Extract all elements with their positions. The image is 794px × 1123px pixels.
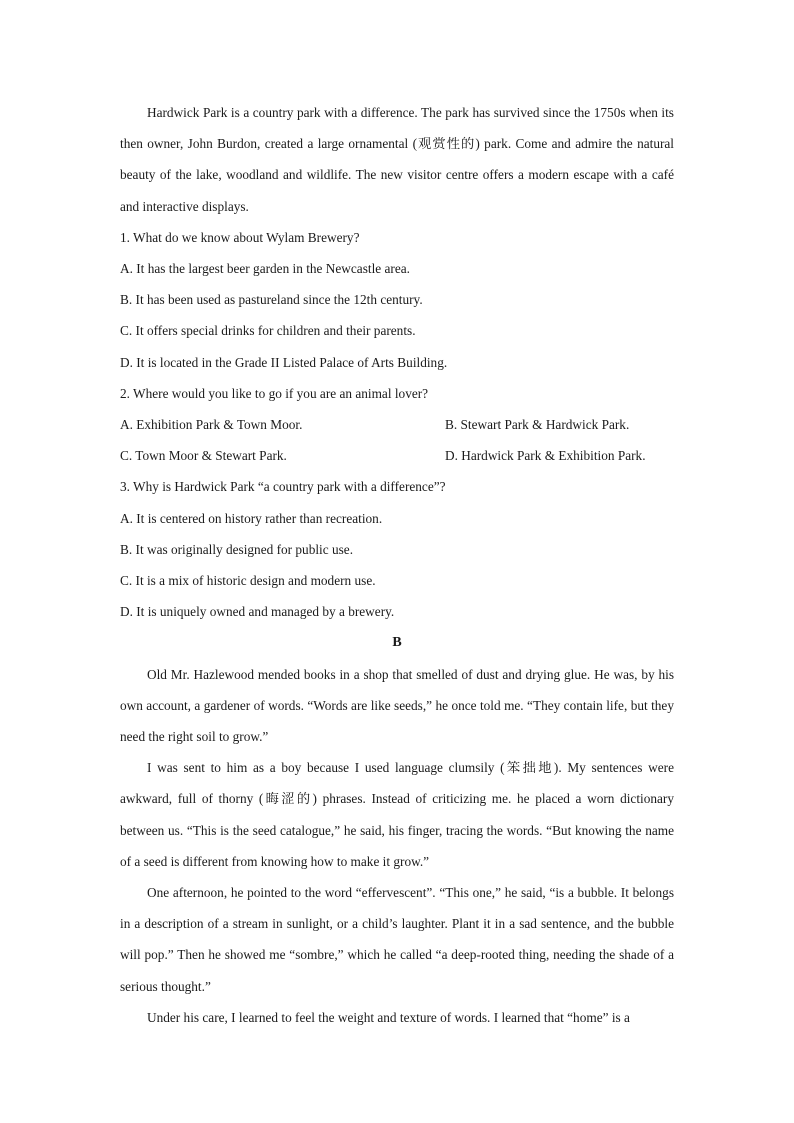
question-stem: 1. What do we know about Wylam Brewery? <box>120 229 360 245</box>
question-stem: 3. Why is Hardwick Park “a country park with a difference”? <box>120 479 446 495</box>
option-a: A. Exhibition Park & Town Moor. <box>120 417 303 433</box>
option-b: B. Stewart Park & Hardwick Park. <box>445 417 630 433</box>
section-heading-b: B <box>392 635 402 651</box>
option-d: D. It is uniquely owned and managed by a brewery. <box>120 604 395 620</box>
option-d: D. It is located in the Grade II Listed Palace of Arts Building. <box>120 354 448 370</box>
passage-b-paragraph: I was sent to him as a boy because I used language clumsily (笨拙地). My sentences were awkward, full of thorny (晦涩的) phrases. Instead of criticizing me. he placed a worn dictionary between us. “This is the seed catalogue,” he said, his finger, tracing the words. “But knowing the name of a seed is different from knowing how to make it grow.” <box>120 760 674 869</box>
passage-a-intro: Hardwick Park is a country park with a difference. The park has survived since the 1750s when its then owner, John Burdon, created a large ornamental (观赏性的) park. Come and admire the natural beauty of the lake, woodland and wildlife. The new visitor centre offers a modern escape with a café and interactive displays. <box>120 105 674 214</box>
option-d: D. Hardwick Park & Exhibition Park. <box>445 448 646 464</box>
question-2 <box>120 378 674 472</box>
question-1 <box>120 222 674 378</box>
question-3 <box>120 471 674 627</box>
passage-b-paragraph: Under his care, I learned to feel the weight and texture of words. I learned that “home” is a <box>147 1009 630 1025</box>
document-page <box>120 97 674 1033</box>
option-b: B. It has been used as pastureland since the 12th century. <box>120 292 423 308</box>
options-row-1 <box>120 409 674 440</box>
passage-b-paragraph: Old Mr. Hazlewood mended books in a shop that smelled of dust and drying glue. He was, by his own account, a gardener of words. “Words are like seeds,” he once told me. “They contain life, but they need the right soil to grow.” <box>120 666 674 745</box>
option-c: C. Town Moor & Stewart Park. <box>120 448 287 464</box>
option-a: A. It has the largest beer garden in the Newcastle area. <box>120 261 410 277</box>
options-row-2 <box>120 440 674 471</box>
option-b: B. It was originally designed for public use. <box>120 541 354 557</box>
option-a: A. It is centered on history rather than recreation. <box>120 510 383 526</box>
passage-b-paragraph: One afternoon, he pointed to the word “effervescent”. “This one,” he said, “is a bubble. It belongs in a description of a stream in sunlight, or a child’s laughter. Plant it in a sad sentence, and the bubble will pop.” Then he showed me “sombre,” which he called “a deep-rooted thing, needing the shade of a serious thought.” <box>120 885 674 994</box>
question-stem: 2. Where would you like to go if you are an animal lover? <box>120 385 429 401</box>
option-c: C. It offers special drinks for children and their parents. <box>120 323 416 339</box>
option-c: C. It is a mix of historic design and modern use. <box>120 573 376 589</box>
